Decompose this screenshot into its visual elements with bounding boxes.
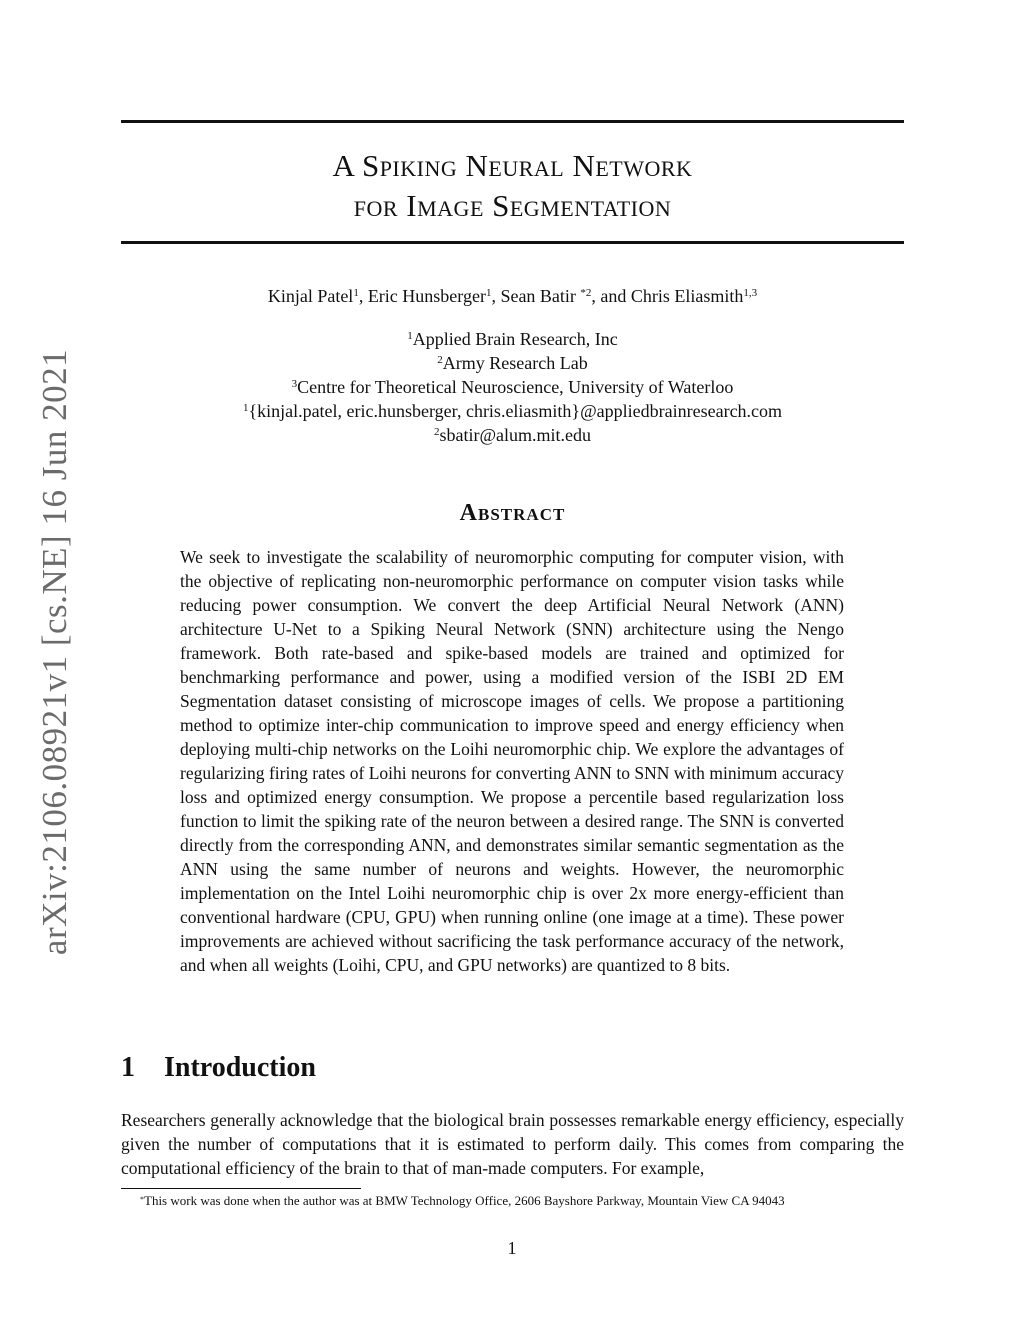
email-text: {kinjal.patel, eric.hunsberger, chris.eliasmith}@appliedbrainresearch.com: [248, 401, 783, 421]
affiliation-mark: 1: [407, 330, 413, 342]
introduction-text: Researchers generally acknowledge that the biological brain possesses remarkable energy efficiency, especially given the number of computations that it is estimated to perform daily. This comes from comparing the computational efficiency of the brain to that of man-made computers. For example,: [121, 1110, 904, 1178]
author-affiliation-mark: 1: [485, 287, 492, 299]
footnote-mark: *: [140, 1195, 144, 1204]
author-name: Eric Hunsberger: [367, 286, 486, 306]
affiliation-line: [121, 351, 904, 375]
title-line-2: for Image Segmentation: [353, 188, 672, 223]
arxiv-identifier: arXiv:2106.08921v1 [cs.NE] 16 Jun 2021: [35, 348, 74, 956]
affiliation-mark: 1: [242, 402, 249, 414]
author-name: Sean Batir: [500, 286, 581, 306]
author-list: [121, 284, 904, 308]
author-affiliation-mark: 1: [353, 287, 359, 299]
title-rule-bottom: [121, 241, 904, 244]
section-heading-introduction: [121, 1052, 316, 1084]
author-name: Chris Eliasmith: [630, 286, 744, 306]
email-line: [121, 399, 904, 423]
author-name: Kinjal Patel: [267, 286, 354, 306]
footnote: [140, 1192, 785, 1210]
title-line-1: A Spiking Neural Network: [332, 148, 693, 183]
affiliation-mark: 3: [291, 378, 298, 390]
abstract-heading: Abstract: [459, 500, 566, 526]
paper-title: [121, 146, 904, 226]
affiliation-text: Army Research Lab: [442, 353, 588, 373]
author-separator: , and: [591, 286, 631, 306]
abstract-text: We seek to investigate the scalability of neuromorphic computing for computer vision, with the objective of replicating non-neuromorphic performance on computer vision tasks while reducing power consumption. We convert the deep Artificial Neural Network (ANN) architecture U-Net to a Spiking Neural Network (SNN) architecture using the Nengo framework. Both rate-based and spike-based models are trained and optimized for benchmarking performance and power, using a modified version of the ISBI 2D EM Segmentation dataset consisting of microscope images of cells. We propose a partitioning method to optimize inter-chip communication to improve speed and energy efficiency when deploying multi-chip networks on the Loihi neuromorphic chip. We explore the advantages of regularizing firing rates of Loihi neurons for converting ANN to SNN with minimum accuracy loss and optimized energy consumption. We propose a percentile based regularization loss function to limit the spiking rate of the neuron between a desired range. The SNN is converted directly from the corresponding ANN, and demonstrates similar semantic segmentation as the ANN using the same number of neurons and weights. However, the neuromorphic implementation on the Intel Loihi neuromorphic chip is over 2x more energy-efficient than conventional hardware (CPU, GPU) when running online (one image at a time). These power improvements are achieved without sacrificing the task performance accuracy of the network, and when all weights (Loihi, CPU, and GPU networks) are quantized to 8 bits.: [180, 547, 844, 975]
affiliation-mark: 2: [437, 354, 443, 366]
author-affiliation-mark: 1,3: [743, 287, 758, 299]
author-separator: ,: [491, 286, 501, 306]
affiliation-line: [121, 375, 904, 399]
section-title: Introduction: [164, 1052, 316, 1083]
author-affiliation-mark: *2: [580, 287, 592, 299]
section-number: 1: [121, 1052, 135, 1083]
footnote-text: This work was done when the author was at BMW Technology Office, 2606 Bayshore Parkway, Mountain View CA 94043: [144, 1193, 785, 1208]
affiliation-text: Applied Brain Research, Inc: [412, 329, 618, 349]
affiliation-list: [121, 327, 904, 447]
email-text: sbatir@alum.mit.edu: [439, 425, 592, 445]
email-line: [121, 423, 904, 447]
affiliation-text: Centre for Theoretical Neuroscience, University of Waterloo: [297, 377, 734, 397]
page-number: 1: [507, 1238, 517, 1258]
author-separator: ,: [358, 286, 368, 306]
footnote-rule: [121, 1188, 361, 1189]
affiliation-mark: 2: [433, 426, 440, 438]
title-rule-top: [121, 120, 904, 123]
affiliation-line: [121, 327, 904, 351]
